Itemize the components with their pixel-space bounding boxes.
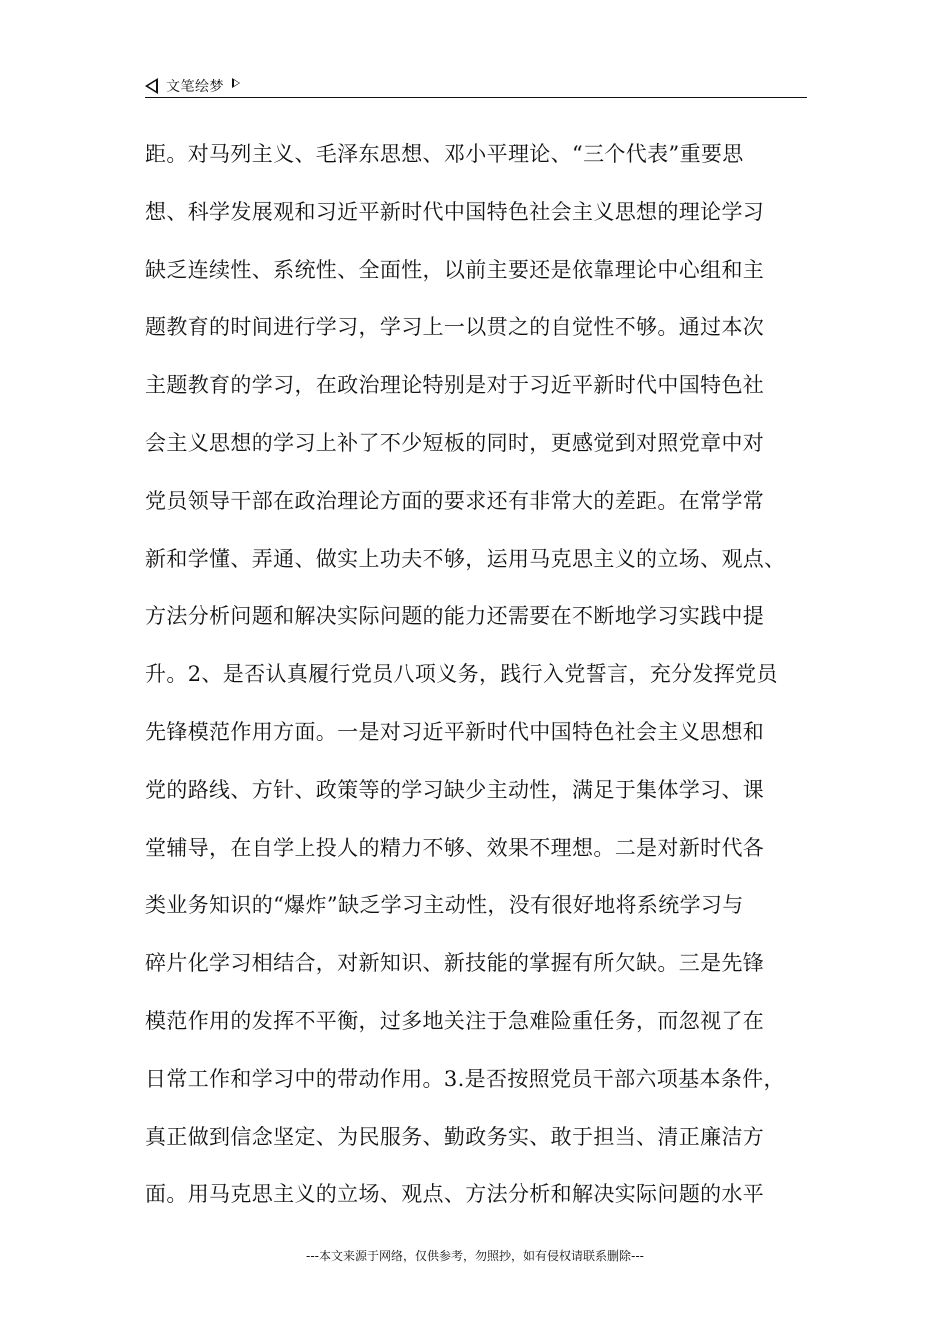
text-line: 方法分析问题和解决实际问题的能力还需要在不断地学习实践中提 — [145, 604, 765, 629]
text-line: 会主义思想的学习上补了不少短板的同时，更感觉到对照党章中对 — [145, 430, 765, 455]
header-divider — [145, 97, 807, 98]
text-line: 先锋模范作用方面。一是对习近平新时代中国特色社会主义思想和 — [145, 719, 765, 744]
footer-notice: ---本文来源于网络，仅供参考，勿照抄，如有侵权请联系删除--- — [306, 1249, 644, 1263]
text-line: 模范作用的发挥不平衡，过多地关注于急难险重任务，而忽视了在 — [145, 1008, 765, 1033]
text-line: 距。对马列主义、毛泽东思想、邓小平理论、“三个代表”重要思 — [145, 142, 744, 166]
text-line: 面。用马克思主义的立场、观点、方法分析和解决实际问题的水平 — [145, 1182, 765, 1207]
text-line: 堂辅导，在自学上投人的精力不够、效果不理想。二是对新时代各 — [145, 835, 765, 860]
text-line: 党员领导干部在政治理论方面的要求还有非常大的差距。在常学常 — [145, 488, 765, 513]
text-line: 想、科学发展观和习近平新时代中国特色社会主义思想的理论学习 — [145, 199, 765, 224]
triangle-right-icon — [232, 78, 240, 88]
text-line: 缺乏连续性、系统性、全面性，以前主要还是依靠理论中心组和主 — [145, 257, 765, 282]
header-brand: 文笔绘梦 — [166, 79, 224, 95]
document-body — [145, 132, 817, 1230]
page-header — [145, 74, 807, 98]
text-line: 升。2、是否认真履行党员八项义务，践行入党誓言，充分发挥党员 — [145, 662, 778, 687]
text-line: 党的路线、方针、政策等的学习缺少主动性，满足于集体学习、课 — [145, 777, 765, 802]
text-line: 新和学懂、弄通、做实上功夫不够，运用马克思主义的立场、观点、 — [145, 546, 786, 571]
text-line: 碎片化学习相结合，对新知识、新技能的掌握有所欠缺。三是先锋 — [145, 951, 765, 976]
text-line: 日常工作和学习中的带动作用。3.是否按照党员干部六项基本条件， — [145, 1066, 785, 1091]
text-line: 类业务知识的“爆炸”缺乏学习主动性，没有很好地将系统学习与 — [145, 893, 744, 918]
text-line: 主题教育的学习，在政治理论特别是对于习近平新时代中国特色社 — [145, 373, 765, 398]
triangle-left-icon — [145, 78, 158, 94]
text-line: 题教育的时间进行学习，学习上一以贯之的自觉性不够。通过本次 — [145, 315, 765, 340]
text-line: 真正做到信念坚定、为民服务、勤政务实、敢于担当、清正廉洁方 — [145, 1124, 765, 1149]
